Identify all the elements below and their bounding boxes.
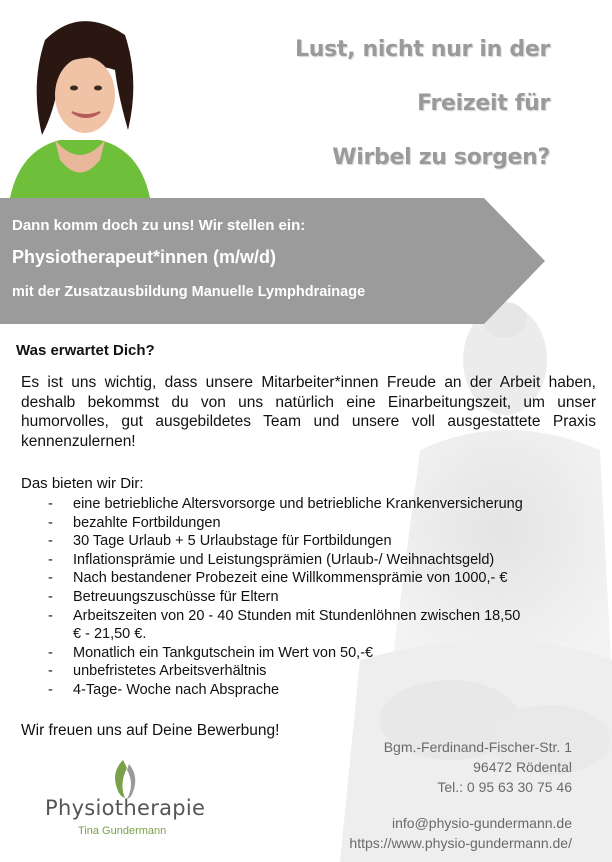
job-title: Physiotherapeut*innen (m/w/d) (12, 247, 277, 267)
job-banner (0, 198, 545, 324)
practice-logo (45, 758, 215, 837)
woman-portrait-image (0, 0, 160, 198)
email-link[interactable]: info@physio-gundermann.de (392, 815, 572, 832)
benefits-list (21, 495, 601, 700)
benefit-item: - Inflationsprämie und Leistungsprämien (Urlaub-/ Weihnachtsgeld) (48, 551, 495, 568)
logo-name: Physiotherapie (45, 796, 206, 820)
phone-number: Tel.: 0 95 63 30 75 46 (437, 778, 572, 795)
benefit-item: - 30 Tage Urlaub + 5 Urlaubstage für Fortbildungen (48, 533, 392, 550)
benefit-item: - Arbeitszeiten von 20 - 40 Stunden mit Stundenlöhnen zwischen 18,50 € - 21,50 €. (48, 607, 521, 643)
closing-line: Wir freuen uns auf Deine Bewerbung! (21, 722, 280, 739)
job-qualification: mit der Zusatzausbildung Manuelle Lymphdrainage (12, 284, 366, 300)
offer-title: Das bieten wir Dir: (21, 475, 144, 492)
benefit-item: - unbefristetes Arbeitsverhältnis (48, 663, 267, 680)
website-link[interactable]: https://www.physio-gundermann.de/ (349, 835, 572, 852)
address-city: 96472 Rödental (473, 758, 572, 775)
benefit-item: - 4-Tage- Woche nach Absprache (48, 681, 280, 698)
headline-line-1: Lust, nicht nur in der (294, 37, 550, 62)
benefit-item: - Nach bestandener Probezeit eine Willkommensprämie von 1000,- € (48, 570, 508, 587)
benefit-item: - eine betriebliche Altersvorsorge und betriebliche Krankenversicherung (48, 496, 523, 512)
contact-block (272, 738, 572, 854)
spine-leaf-icon (105, 758, 145, 800)
benefit-item: - Monatlich ein Tankgutschein im Wert von 50,-€ (48, 644, 374, 661)
headline-line-3: Wirbel zu sorgen? (332, 145, 550, 170)
banner-intro: Dann komm doch zu uns! Wir stellen ein: (12, 217, 306, 234)
headline-line-2: Freizeit für (417, 91, 550, 116)
section-title: Was erwartet Dich? (16, 342, 155, 359)
benefit-item: - Betreuungszuschüsse für Eltern (48, 588, 279, 605)
benefit-item: - bezahlte Fortbildungen (48, 514, 221, 531)
logo-subtitle: Tina Gundermann (78, 825, 167, 837)
address-street: Bgm.-Ferdinand-Fischer-Str. 1 (383, 739, 572, 755)
headline (190, 30, 550, 192)
intro-paragraph: Es ist uns wichtig, dass unsere Mitarbeiter*innen Freude an der Arbeit haben, deshalb bekommst du von uns natürlich eine Einarbeitungszeit, um unser humorvolles, gut ausgebildetes Team und unsere voll ausgestattete Praxis kennenzulernen! (21, 374, 596, 450)
